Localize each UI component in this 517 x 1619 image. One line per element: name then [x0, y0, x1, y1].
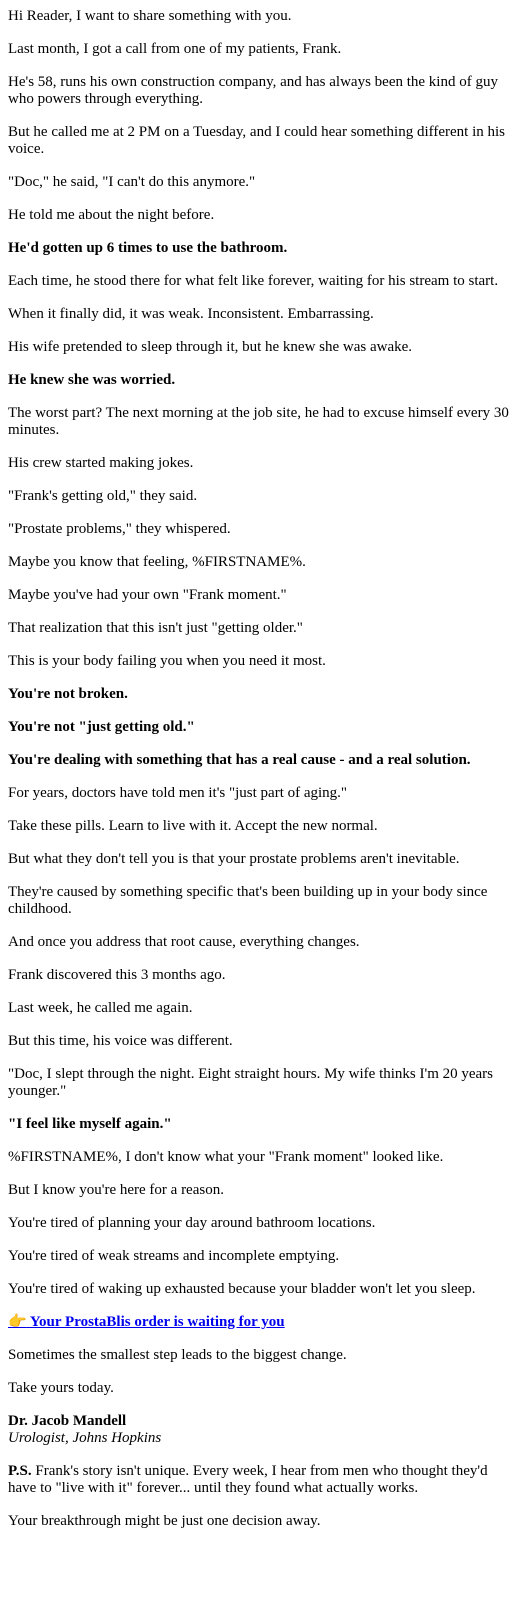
postscript-text: Frank's story isn't unique. Every week, I hear from men who thought they'd have to "live with it" forever... until they found what actually works.: [8, 1463, 488, 1496]
body-paragraph: You're tired of planning your day around bathroom locations.: [8, 1215, 376, 1231]
emphasis-paragraph: "I feel like myself again.": [8, 1116, 172, 1132]
order-link-label: Your ProstaBlis order is waiting for you: [29, 1314, 285, 1330]
body-paragraph: He's 58, runs his own construction company, and has always been the kind of guy who powers through everything.: [8, 74, 498, 107]
emphasis-paragraph: He'd gotten up 6 times to use the bathroom.: [8, 240, 288, 256]
body-paragraph: But this time, his voice was different.: [8, 1033, 233, 1049]
body-paragraph: Each time, he stood there for what felt like forever, waiting for his stream to start.: [8, 273, 499, 289]
signature-title: Urologist, Johns Hopkins: [8, 1430, 162, 1446]
body-paragraph: Last week, he called me again.: [8, 1000, 193, 1016]
body-paragraph: "Doc," he said, "I can't do this anymore.": [8, 174, 256, 190]
signature-name: Dr. Jacob Mandell: [8, 1413, 127, 1429]
body-paragraph: Last month, I got a call from one of my patients, Frank.: [8, 41, 342, 57]
pointing-hand-icon: 👉: [8, 1314, 27, 1330]
closing-paragraph: Take yours today.: [8, 1380, 114, 1396]
body-paragraph: His wife pretended to sleep through it, but he knew she was awake.: [8, 339, 413, 355]
body-paragraph: You're tired of weak streams and incomplete emptying.: [8, 1248, 340, 1264]
body-paragraph: And once you address that root cause, everything changes.: [8, 934, 360, 950]
signature: [8, 1413, 509, 1447]
emphasis-paragraph: You're dealing with something that has a real cause - and a real solution.: [8, 752, 471, 768]
emphasis-paragraph: He knew she was worried.: [8, 372, 176, 388]
body-paragraph: "Doc, I slept through the night. Eight straight hours. My wife thinks I'm 20 years younger.": [8, 1066, 494, 1099]
body-paragraph: But I know you're here for a reason.: [8, 1182, 224, 1198]
order-link[interactable]: [8, 1314, 285, 1330]
body-paragraph: Frank discovered this 3 months ago.: [8, 967, 226, 983]
body-paragraph: "Frank's getting old," they said.: [8, 488, 198, 504]
postscript-label: P.S.: [8, 1463, 32, 1479]
body-paragraph: He told me about the night before.: [8, 207, 215, 223]
body-paragraph: The worst part? The next morning at the job site, he had to excuse himself every 30 minutes.: [8, 405, 509, 438]
body-paragraph: Maybe you know that feeling, %FIRSTNAME%.: [8, 554, 306, 570]
greeting: Hi Reader, I want to share something with you.: [8, 8, 292, 24]
body-paragraph: But he called me at 2 PM on a Tuesday, and I could hear something different in his voice.: [8, 124, 505, 157]
body-paragraph: They're caused by something specific that's been building up in your body since childhood.: [8, 884, 488, 917]
body-paragraph: When it finally did, it was weak. Inconsistent. Embarrassing.: [8, 306, 374, 322]
body-paragraph: Take these pills. Learn to live with it. Accept the new normal.: [8, 818, 378, 834]
emphasis-paragraph: You're not "just getting old.": [8, 719, 195, 735]
postscript: [8, 1463, 509, 1497]
body-paragraph: His crew started making jokes.: [8, 455, 194, 471]
body-paragraph: You're tired of waking up exhausted because your bladder won't let you sleep.: [8, 1281, 476, 1297]
body-paragraph: For years, doctors have told men it's "just part of aging.": [8, 785, 348, 801]
final-line: Your breakthrough might be just one decision away.: [8, 1513, 321, 1529]
body-paragraph: But what they don't tell you is that your prostate problems aren't inevitable.: [8, 851, 460, 867]
emphasis-paragraph: You're not broken.: [8, 686, 128, 702]
body-paragraph: %FIRSTNAME%, I don't know what your "Frank moment" looked like.: [8, 1149, 444, 1165]
cta-paragraph: [8, 1314, 509, 1331]
body-paragraph: "Prostate problems," they whispered.: [8, 521, 231, 537]
body-paragraph: This is your body failing you when you need it most.: [8, 653, 326, 669]
body-paragraph: That realization that this isn't just "getting older.": [8, 620, 303, 636]
closing-paragraph: Sometimes the smallest step leads to the biggest change.: [8, 1347, 347, 1363]
body-paragraph: Maybe you've had your own "Frank moment.": [8, 587, 287, 603]
